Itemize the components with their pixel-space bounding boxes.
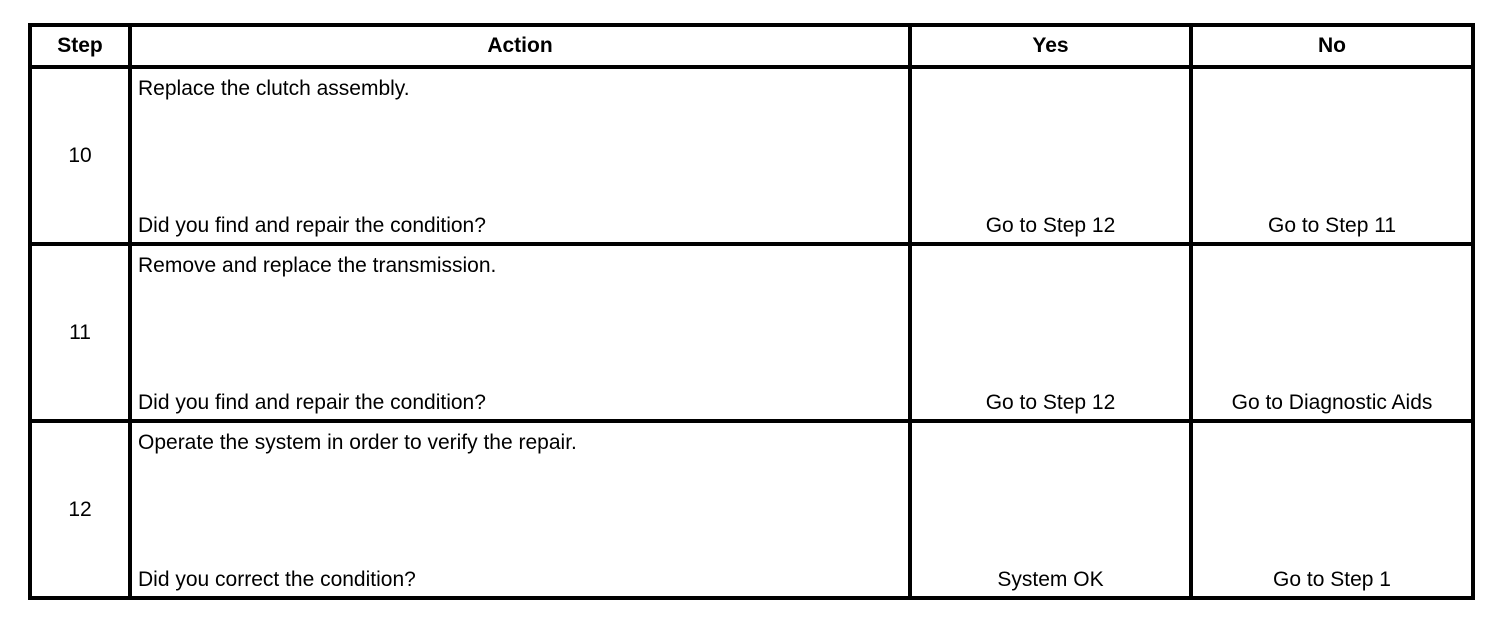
- no-result: Go to Step 11: [1267, 214, 1397, 237]
- action-cell: [130, 244, 910, 421]
- table-row: [30, 67, 1473, 244]
- action-question: Did you find and repair the condition?: [138, 214, 486, 237]
- step-cell: [30, 421, 130, 598]
- table-row: [30, 244, 1473, 421]
- yes-cell: [910, 244, 1191, 421]
- no-cell: [1191, 421, 1473, 598]
- action-text: Replace the clutch assembly.: [138, 77, 410, 100]
- step-number: 12: [68, 497, 92, 521]
- step-cell: [30, 244, 130, 421]
- table-row: [30, 421, 1473, 598]
- action-cell: [130, 67, 910, 244]
- header-no: No: [1191, 25, 1473, 67]
- step-number: 10: [68, 143, 92, 167]
- step-number: 11: [69, 320, 91, 344]
- step-cell: [30, 67, 130, 244]
- diagnostic-table: [28, 23, 1475, 600]
- header-step: Step: [30, 25, 130, 67]
- yes-cell: [910, 421, 1191, 598]
- no-cell: [1191, 244, 1473, 421]
- header-row: [30, 25, 1473, 67]
- yes-result: Go to Step 12: [985, 214, 1116, 237]
- action-question: Did you correct the condition?: [138, 568, 416, 591]
- action-text: Operate the system in order to verify the repair.: [138, 431, 577, 454]
- action-text: Remove and replace the transmission.: [138, 254, 497, 277]
- no-result: Go to Step 1: [1273, 568, 1391, 591]
- yes-result: System OK: [997, 568, 1104, 591]
- yes-cell: [910, 67, 1191, 244]
- no-cell: [1191, 67, 1473, 244]
- header-action: Action: [130, 25, 910, 67]
- header-yes: Yes: [910, 25, 1191, 67]
- action-question: Did you find and repair the condition?: [138, 391, 486, 414]
- yes-result: Go to Step 12: [985, 391, 1116, 414]
- action-cell: [130, 421, 910, 598]
- no-result: Go to Diagnostic Aids: [1231, 391, 1433, 414]
